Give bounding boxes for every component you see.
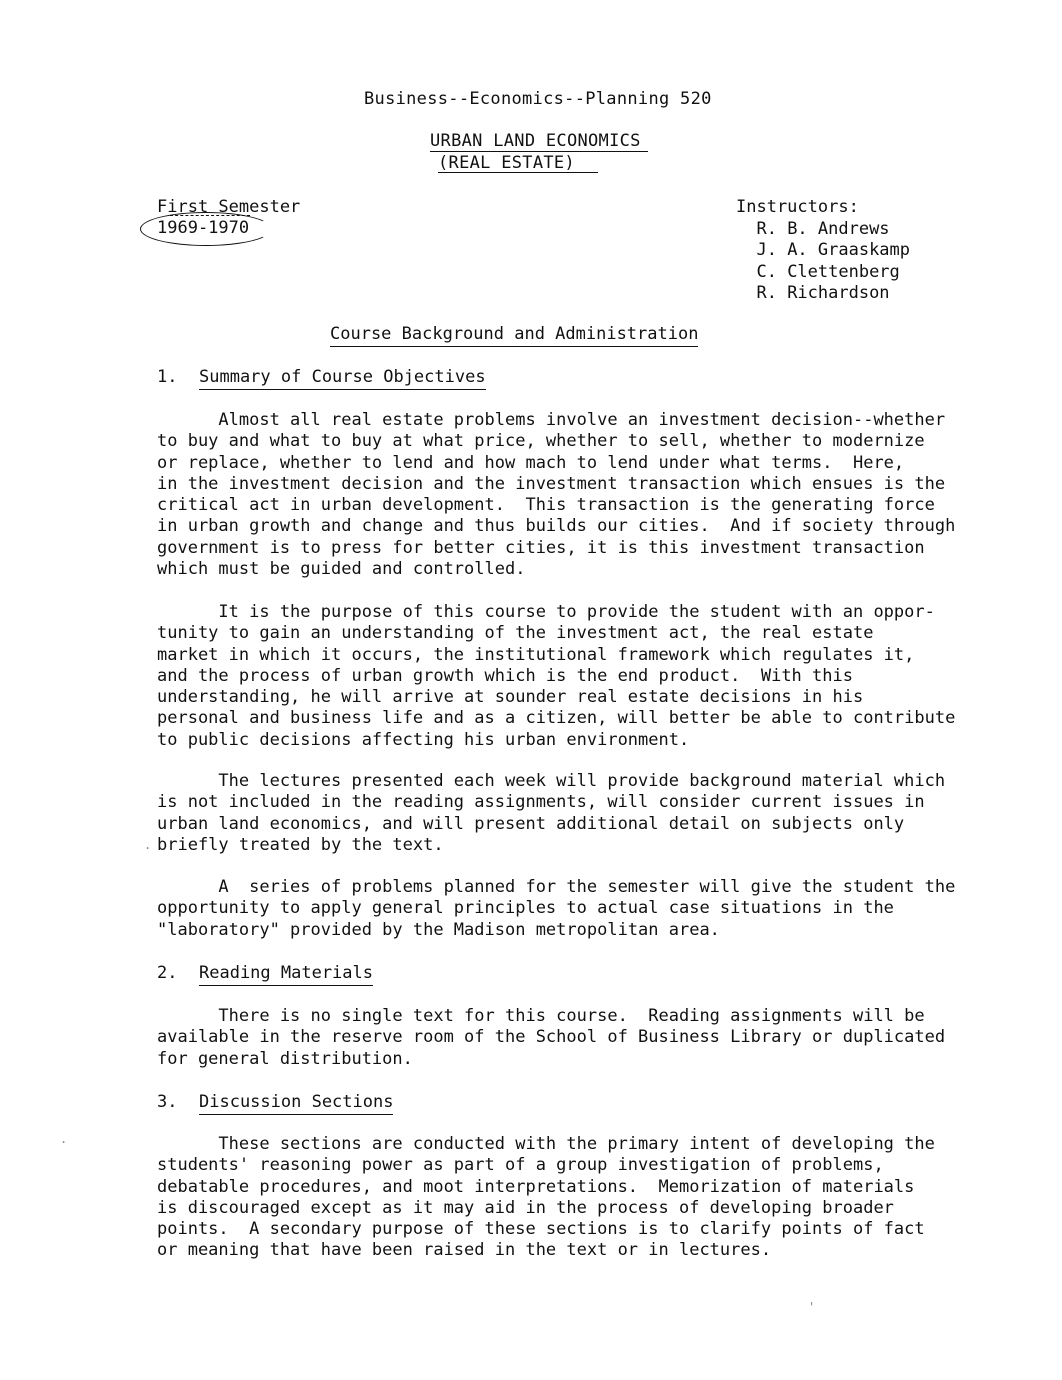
scan-speck: . — [60, 1132, 68, 1146]
section-number: 2. — [157, 963, 178, 983]
year-label: 1969-1970 — [157, 218, 250, 238]
section-heading-3 — [157, 1092, 393, 1112]
course-number: Business--Economics--Planning 520 — [364, 89, 712, 109]
paragraph: These sections are conducted with the primary intent of developing the students' reasoning power as part of a group investigation of problems, debatable procedures, and moot interpretations. Memorization of materials is discouraged except as it may aid in the process of developing broader points. A secondary purpose of these sections is to clarify points of fact or meaning that have been raised in the text or in lectures. — [157, 1134, 935, 1261]
title-underline — [430, 151, 648, 152]
instructor-name: C. Clettenberg — [756, 261, 900, 282]
instructor-name: R. B. Andrews — [756, 218, 890, 239]
section-heading-text: Discussion Sections — [199, 1092, 393, 1115]
instructor-name: J. A. Graaskamp — [756, 240, 911, 260]
paragraph: The lectures presented each week will provide background material which is not included in the reading assignments, will consider current issues in urban land economics, and will present additional detail on subjects only briefly treated by the text. — [157, 771, 946, 855]
section-number: 3. — [157, 1092, 178, 1112]
section-heading-text: Reading Materials — [199, 963, 373, 986]
paragraph: There is no single text for this course. Reading assignments will be available in the reserve room of the School of Business Library or duplicated for general distribution. — [157, 1006, 946, 1069]
instructor-name: R. Richardson — [756, 283, 890, 303]
section-heading-text: Summary of Course Objectives — [199, 367, 486, 390]
semester-label: First Semester — [157, 197, 301, 217]
instructors-block — [736, 197, 910, 305]
section-heading-1 — [157, 367, 486, 387]
section-heading-2 — [157, 963, 373, 983]
scan-speck: . — [144, 838, 152, 852]
subtitle-underline — [438, 172, 598, 173]
course-subtitle: (REAL ESTATE) — [438, 153, 575, 173]
scan-speck: ' — [808, 1300, 816, 1314]
paragraph: A series of problems planned for the semester will give the student the opportunity to apply general principles to actual case situations in the "laboratory" provided by the Madison metropolitan area. — [157, 877, 956, 940]
handwritten-circle-mark — [140, 212, 272, 246]
section-title: Course Background and Administration — [330, 324, 698, 347]
section-number: 1. — [157, 367, 178, 387]
paragraph: It is the purpose of this course to provide the student with an oppor- tunity to gain an understanding of the investment act, the real estate market in which it occurs, the institutional framework which regulates it, and the process of urban growth which is the end product. With this understanding, he will arrive at sounder real estate decisions in his personal and business life and as a citizen, will better be able to contribute to public decisions affecting his urban environment. — [157, 602, 956, 750]
paragraph: Almost all real estate problems involve an investment decision--whether to buy and what to buy at what price, whether to sell, whether to modernize or replace, whether to lend and how mach to lend under what terms. Here, in the investment decision and the investment transaction which ensues is the critical act in urban development. This transaction is the generating force in urban growth and change and thus builds our cities. And if society through government is to press for better cities, it is this investment transaction which must be guided and controlled. — [157, 410, 956, 580]
course-title: URBAN LAND ECONOMICS — [430, 131, 641, 151]
instructors-label: Instructors: — [736, 197, 859, 217]
